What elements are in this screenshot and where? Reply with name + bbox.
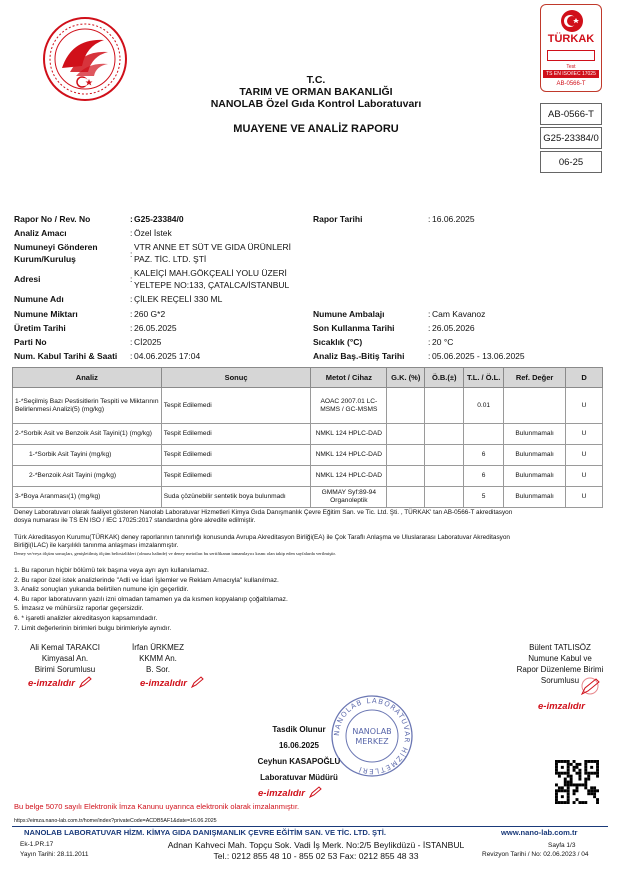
signatory-title: Sorumlusu	[540, 676, 580, 685]
ref-value-cell: Bulunmamalı	[504, 466, 566, 487]
qr-code[interactable]	[555, 760, 599, 804]
approval-label: Tasdik Olunur	[272, 725, 326, 734]
stamp-ring-text: NANOLAB LABORATUVAR HİZMETLERİ	[332, 696, 412, 776]
sample-name-label: Numune Adı	[14, 294, 64, 304]
publish-date: Yayın Tarihi: 28.11.2011	[20, 851, 89, 858]
header-tc: T.C.	[306, 74, 326, 86]
turkak-code: AB-0566-T	[556, 81, 586, 87]
production-date-value: 26.05.2025	[134, 323, 177, 333]
analysis-cell: 2-*Benzoik Asit Tayini (mg/kg)	[13, 466, 162, 487]
analysis-dates-label: Analiz Baş.-Bitiş Tarihi	[313, 351, 405, 361]
turkak-standard: TS EN ISO/IEC 17025	[543, 70, 599, 78]
colon: :	[428, 323, 431, 333]
stamp-center-line1: NANOLAB	[352, 727, 392, 736]
report-no-value: G25-23384/0	[134, 214, 184, 224]
ilac-note-line3: Deney ve/veya ölçüm sonuçları, genişletilmiş ölçüm belirsizlikleri (olması halinde) ve deney metotları bu sertifikanın tamamlayıcı kısmı olan takip eden sayfalarda verilmiştir.	[14, 551, 336, 557]
temperature-label: Sıcaklık (°C)	[313, 337, 363, 347]
limit-cell: 0.01	[464, 388, 504, 424]
method-cell: GMMAY Syf:89-94 Organoleptik	[311, 487, 387, 508]
gk-cell	[387, 424, 425, 445]
method-cell: NMKL 124 HPLC-DAD	[311, 424, 387, 445]
colon: :	[130, 309, 133, 319]
address-label: Adresi	[14, 274, 41, 284]
turkak-accreditation-logo	[540, 4, 602, 92]
address-value-line1: KALEİÇİ MAH.GÖKÇEALİ YOLU ÜZERİ	[134, 268, 287, 278]
e-signature-notice: Bu belge 5070 sayılı Elektronik İmza Kanunu uyarınca elektronik olarak imzalanmıştır.	[14, 802, 300, 811]
signatory-name: Ali Kemal TARAKCI	[30, 643, 100, 652]
sender-value-line1: VTR ANNE ET SÜT VE GIDA ÜRÜNLERİ	[134, 242, 291, 252]
table-row	[13, 445, 603, 466]
result-cell: Tespit Edilemedi	[161, 424, 311, 445]
analysis-results-table	[12, 367, 603, 508]
e-signature-mark	[28, 673, 93, 691]
sender-label-line1: Numuneyi Gönderen	[14, 242, 98, 252]
table-row	[13, 487, 603, 508]
colon: :	[428, 351, 431, 361]
column-header: Ref. Değer	[504, 368, 566, 388]
analysis-cell: 1-*Seçilmiş Bazı Pestisitlerin Tespiti ve Miktarının Belirlenmesi Analizi(5) (mg/kg)	[13, 388, 162, 424]
colon: :	[428, 309, 431, 319]
rule-item: 1. Bu raporun hiçbir bölümü tek başına veya ayrı ayrı kullanılamaz.	[14, 567, 209, 574]
lot-value: Cİ2025	[134, 337, 162, 347]
address-value-line2: YELTEPE NO:133, ÇATALCA/İSTANBUL	[134, 280, 290, 290]
report-date-label: Rapor Tarihi	[313, 214, 363, 224]
column-header: Analiz	[13, 368, 162, 388]
result-cell: Suda çözünebilir sentetik boya bulunmadı	[161, 487, 311, 508]
colon: :	[130, 337, 133, 347]
rule-item: 5. İmzasız ve mühürsüz raporlar geçersizdir.	[14, 605, 144, 613]
e-signature-mark	[140, 673, 205, 691]
ref-value-cell: Bulunmamalı	[504, 424, 566, 445]
accreditation-note-line2: dosya numarası ile TS EN ISO / IEC 17025:2017 standardına göre akredite edilmiştir.	[14, 517, 256, 525]
approver-name: Ceyhun KASAPOĞLU	[257, 757, 341, 766]
rule-item: 7. Limit değerlerinin birimleri bulgu birimleriyle aynıdır.	[14, 624, 172, 632]
verification-link[interactable]: https://eimza.nano-lab.com.tr/home/index?privateCode=ACDB5AF1&date=16.06.2025	[14, 818, 217, 824]
column-header: T.L. / Ö.L.	[464, 368, 504, 388]
analysis-cell: 3-*Boya Aranması(1) (mg/kg)	[13, 487, 162, 508]
report-date-value: 16.06.2025	[432, 214, 475, 224]
d-cell: U	[566, 445, 603, 466]
colon: :	[428, 337, 431, 347]
table-row	[13, 466, 603, 487]
header-ministry: TARIM VE ORMAN BAKANLIĞI	[239, 86, 393, 98]
table-row	[13, 388, 603, 424]
table-header-row	[13, 368, 603, 388]
method-cell: NMKL 124 HPLC-DAD	[311, 445, 387, 466]
rule-item: 3. Analiz sonuçları yukarıda belirtilen numune için geçerlidir.	[14, 586, 189, 594]
signatory-title: KKMM An.	[139, 654, 177, 663]
signatory-title: Kimyasal An.	[41, 654, 89, 663]
company-phone: Tel.: 0212 855 48 10 - 855 02 53 Fax: 0212 855 48 33	[213, 851, 419, 861]
ilac-note-line1: Türk Akreditasyon Kurumu(TÜRKAK) deney raporlarının tanınırlığı konusunda Avrupa Akreditasyon Birliği(EA) ile Çok Taraflı Anlaşma ve Uluslararası Laboratuvar Akreditasyon	[14, 534, 510, 541]
purpose-label: Analiz Amacı	[14, 228, 67, 238]
ob-cell	[425, 388, 464, 424]
quantity-value: 260 G*2	[134, 309, 166, 319]
turkak-wordmark: TÜRKAK	[547, 33, 595, 45]
colon: :	[130, 228, 133, 238]
rule-item: 4. Bu rapor laboratuvarın yazılı izni olmadan tamamen ya da kısmen kopyalanıp çoğaltılamaz.	[14, 595, 288, 603]
e-signature-mark	[258, 783, 323, 801]
e-signature-text: e-imzalıdır	[28, 678, 75, 689]
ilac-note-line2: Birliği(ILAC) ile karşılıklı tanınma anlaşması imzalanmıştır.	[14, 542, 179, 550]
d-cell: U	[566, 388, 603, 424]
report-no-label: Rapor No / Rev. No	[14, 214, 91, 224]
signatory-chemistry	[20, 642, 110, 675]
column-header: G.K. (%)	[387, 368, 425, 388]
analysis-dates-value: 05.06.2025 - 13.06.2025	[432, 351, 525, 361]
acceptance-value: 04.06.2025 17:04	[134, 351, 201, 361]
ob-cell	[425, 466, 464, 487]
approval-date: 16.06.2025	[278, 741, 320, 750]
column-header: Sonuç	[161, 368, 311, 388]
colon: :	[130, 214, 133, 224]
e-signature-mark	[538, 696, 585, 714]
e-signature-text: e-imzalıdır	[140, 678, 187, 689]
method-cell: NMKL 124 HPLC-DAD	[311, 466, 387, 487]
limit-cell: 6	[464, 466, 504, 487]
column-header: D	[566, 368, 603, 388]
accreditation-note	[14, 509, 614, 525]
e-signature-text: e-imzalıdır	[258, 788, 305, 799]
acceptance-label: Num. Kabul Tarihi & Saati	[14, 351, 118, 361]
signatory-title: Numune Kabul ve	[528, 654, 592, 663]
company-name: NANOLAB LABORATUVAR HİZM. KİMYA GIDA DANIŞMANLIK ÇEVRE EĞİTİM SAN. VE TİC. LTD. ŞTİ.	[24, 828, 386, 837]
month-year-box: 06-25	[540, 151, 602, 173]
report-number-box: G25-23384/0	[540, 127, 602, 149]
e-signature-text: e-imzalıdır	[538, 701, 585, 712]
pen-icon	[79, 676, 93, 688]
ob-cell	[425, 487, 464, 508]
signatory-title: B. Sor.	[145, 665, 170, 674]
pen-icon	[578, 676, 602, 696]
result-cell: Tespit Edilemedi	[161, 445, 311, 466]
sample-name-value: ÇİLEK REÇELİ 330 ML	[134, 294, 223, 304]
ob-cell	[425, 424, 464, 445]
signatory-title: Birimi Sorumlusu	[34, 665, 96, 674]
method-cell: AOAC 2007.01 LC-MSMS / GC-MSMS	[311, 388, 387, 424]
company-website[interactable]: www.nano-lab.com.tr	[501, 828, 578, 837]
quantity-label: Numune Miktarı	[14, 309, 78, 319]
lot-label: Parti No	[14, 337, 47, 347]
report-rules-list	[14, 566, 614, 633]
sender-value-line2: PAZ. TİC. LTD. ŞTİ	[134, 254, 207, 264]
d-cell: U	[566, 424, 603, 445]
gk-cell	[387, 445, 425, 466]
column-header: Ö.B.(±)	[425, 368, 464, 388]
limit-cell: 6	[464, 445, 504, 466]
expiry-date-value: 26.05.2026	[432, 323, 475, 333]
colon: :	[130, 294, 133, 304]
approver-title: Laboratuvar Müdürü	[260, 773, 338, 782]
signatory-title: Rapor Düzenleme Birimi	[516, 665, 604, 674]
colon: :	[130, 249, 133, 259]
stamp-center-line2: MERKEZ	[355, 737, 389, 746]
signatory-name: İrfan ÜRKMEZ	[131, 643, 184, 652]
limit-cell	[464, 424, 504, 445]
gk-cell	[387, 487, 425, 508]
table-row	[13, 424, 603, 445]
colon: :	[428, 214, 431, 224]
analysis-cell: 1-*Sorbik Asit Tayini (mg/kg)	[13, 445, 162, 466]
form-code: Ek-1.PR.17	[20, 841, 54, 848]
result-cell: Tespit Edilemedi	[161, 388, 311, 424]
company-address: Adnan Kahveci Mah. Topçu Sok. Vadi İş Merk. No:2/5 Beylikdüzü - İSTANBUL	[167, 840, 465, 850]
column-header: Metot / Cihaz	[311, 368, 387, 388]
result-cell: Tespit Edilemedi	[161, 466, 311, 487]
turkak-test: Test	[566, 64, 576, 70]
header-lab-name: NANOLAB Özel Gıda Kontrol Laboratuvarı	[210, 98, 422, 110]
signatory-kkmm	[118, 642, 198, 675]
colon: :	[130, 351, 133, 361]
production-date-label: Üretim Tarihi	[14, 323, 66, 333]
pen-icon	[191, 676, 205, 688]
d-cell: U	[566, 487, 603, 508]
ref-value-cell	[504, 388, 566, 424]
temperature-value: 20 °C	[432, 337, 454, 347]
accreditation-number-box: AB-0566-T	[540, 103, 602, 125]
report-title: MUAYENE VE ANALİZ RAPORU	[233, 123, 399, 135]
ref-value-cell: Bulunmamalı	[504, 445, 566, 466]
page-number: Sayfa 1/3	[548, 842, 576, 849]
gk-cell	[387, 466, 425, 487]
limit-cell: 5	[464, 487, 504, 508]
packaging-value: Cam Kavanoz	[432, 309, 486, 319]
gk-cell	[387, 388, 425, 424]
ilac-note	[14, 534, 614, 559]
packaging-label: Numune Ambalajı	[313, 309, 385, 319]
laboratory-stamp	[330, 694, 414, 778]
colon: :	[130, 323, 133, 333]
revision-info: Revizyon Tarihi / No: 02.06.2023 / 04	[482, 851, 589, 858]
ob-cell	[425, 445, 464, 466]
analysis-cell: 2-*Sorbik Asit ve Benzoik Asit Tayini(1) (mg/kg)	[13, 424, 162, 445]
signatory-name: Bülent TATLISÖZ	[529, 643, 591, 652]
d-cell: U	[566, 466, 603, 487]
colon: :	[130, 274, 133, 284]
expiry-date-label: Son Kullanma Tarihi	[313, 323, 395, 333]
rule-item: 2. Bu rapor özel istek analizlerinde "Adli ve İdari İşlemler ve Reklam Amacıyla" kullanılmaz.	[14, 576, 279, 584]
ref-value-cell: Bulunmamalı	[504, 487, 566, 508]
accreditation-note-line1: Deney Laboratuvarı olarak faaliyet gösteren Nanolab Laboratuvar Hizmetleri Kimya Gıda Danışmanlık Çevre Eğitim San. ve Tic. Ltd. Şti. , TÜRKAK' tan AB-0566-T akreditasyon	[14, 509, 513, 516]
pen-icon	[309, 786, 323, 798]
purpose-value: Özel İstek	[134, 228, 172, 238]
rule-item: 6. * işaretli analizler akreditasyon kapsamındadır.	[14, 614, 158, 622]
sender-label-line2: Kurum/Kuruluş	[14, 254, 76, 264]
